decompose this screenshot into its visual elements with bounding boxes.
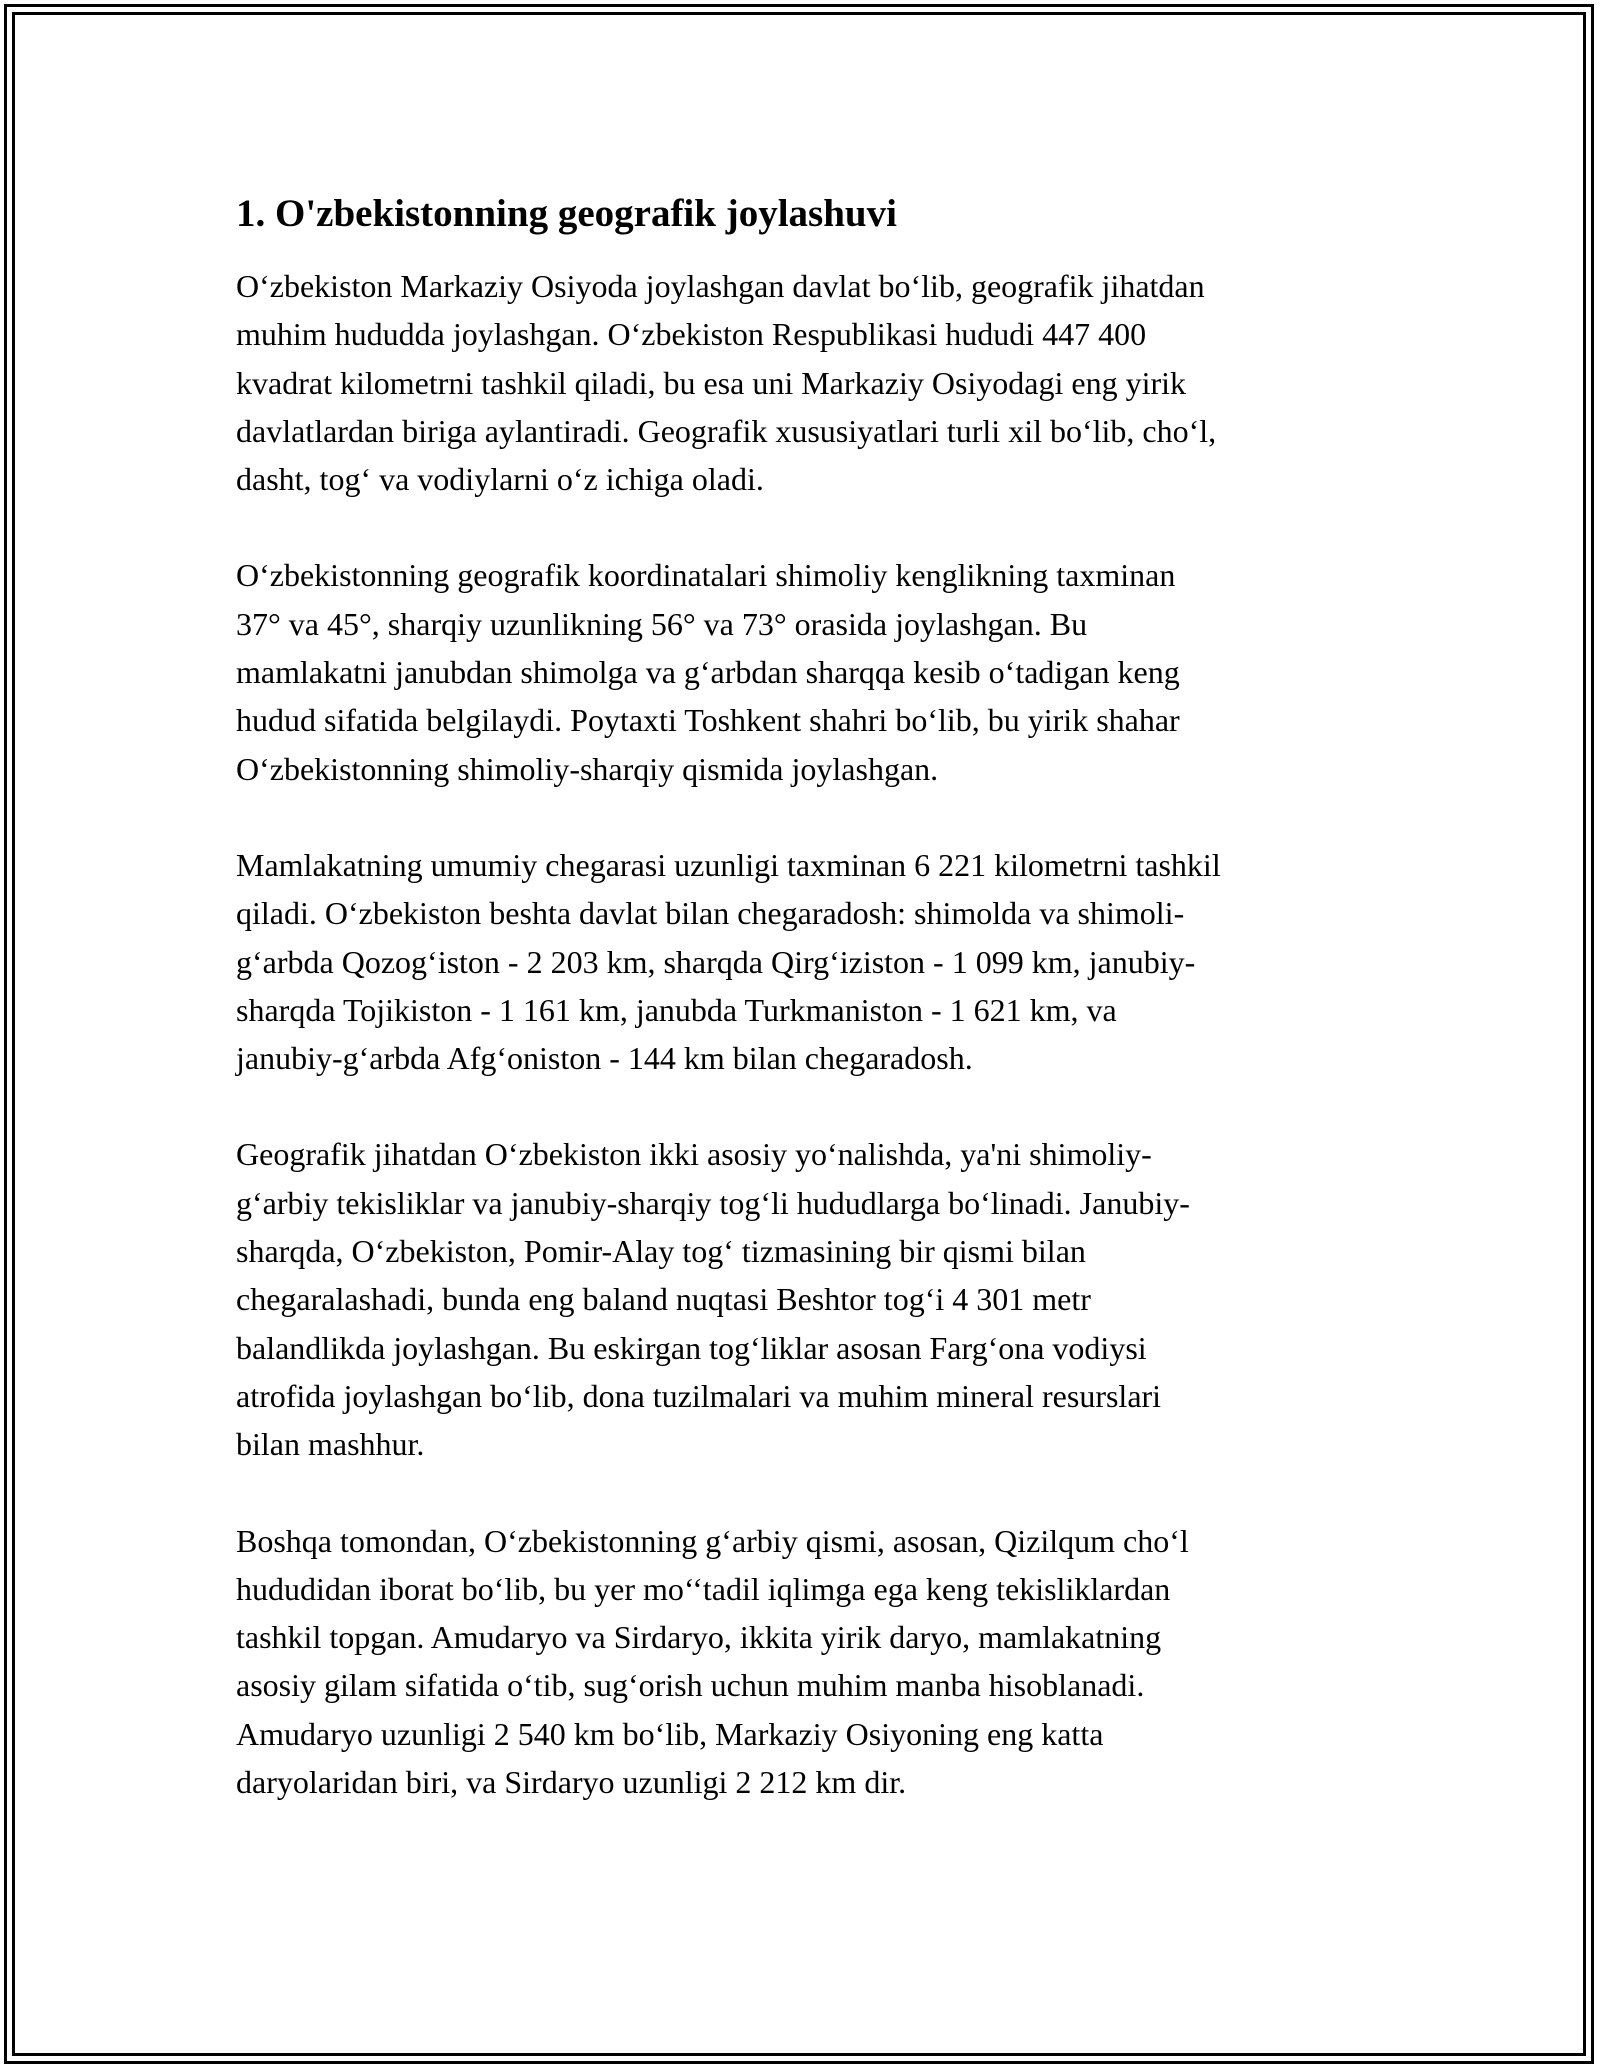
text-line: mamlakatni janubdan shimolga va g‘arbdan sharqqa kesib o‘tadigan keng xyxy=(236,654,1180,691)
text-line: O‘zbekiston Markaziy Osiyoda joylashgan davlat bo‘lib, geografik jihatdan xyxy=(236,268,1205,304)
text-line: O‘zbekistonning geografik koordinatalari shimoliy kenglikning taxminan xyxy=(236,557,1176,594)
paragraph-1 xyxy=(236,262,1376,503)
text-line: 37° va 45°, sharqiy uzunlikning 56° va 73° orasida joylashgan. Bu xyxy=(236,605,1088,642)
text-line: hududidan iborat bo‘lib, bu yer mo‘‘tadil iqlimga ega keng tekisliklardan xyxy=(236,1570,1171,1607)
text-line: davlatlardan biriga aylantiradi. Geografik xususiyatlari turli xil bo‘lib, cho‘l, xyxy=(236,412,1217,449)
section-heading: 1. O'zbekistonning geografik joylashuvi xyxy=(236,192,897,235)
paragraph-3 xyxy=(236,841,1376,1082)
text-line: qiladi. O‘zbekiston beshta davlat bilan chegaradosh: shimolda va shimoli- xyxy=(236,895,1185,932)
text-line: sharqda Tojikiston - 1 161 km, janubda Turkmaniston - 1 621 km, va xyxy=(236,991,1117,1028)
text-line: Geografik jihatdan O‘zbekiston ikki asosiy yo‘nalishda, ya'ni shimoliy- xyxy=(236,1136,1152,1173)
text-line: chegaralashadi, bunda eng baland nuqtasi Beshtor tog‘i 4 301 metr xyxy=(236,1281,1091,1318)
text-line: kvadrat kilometrni tashkil qiladi, bu esa uni Markaziy Osiyodagi eng yirik xyxy=(236,364,1187,401)
text-line: asosiy gilam sifatida o‘tib, sug‘orish uchun muhim manba hisoblanadi. xyxy=(236,1667,1145,1704)
text-line: sharqda, O‘zbekiston, Pomir-Alay tog‘ tizmasining bir qismi bilan xyxy=(236,1233,1086,1270)
text-line: O‘zbekistonning shimoliy-sharqiy qismida joylashgan. xyxy=(236,750,939,787)
text-line: dasht, tog‘ va vodiylarni o‘z ichiga oladi. xyxy=(236,461,764,498)
paragraph-2 xyxy=(236,551,1376,792)
text-line: g‘arbda Qozog‘iston - 2 203 km, sharqda Qirg‘iziston - 1 099 km, janubiy- xyxy=(236,943,1196,980)
text-line: Amudaryo uzunligi 2 540 km bo‘lib, Markaziy Osiyoning eng katta xyxy=(236,1715,1104,1752)
text-line: balandlikda joylashgan. Bu eskirgan tog‘liklar asosan Farg‘ona vodiysi xyxy=(236,1329,1147,1366)
text-line: janubiy-g‘arbda Afg‘oniston - 144 km bilan chegaradosh. xyxy=(236,1040,973,1077)
text-line: daryolaridan biri, va Sirdaryo uzunligi 2 212 km dir. xyxy=(236,1764,907,1801)
paragraph-5 xyxy=(236,1517,1376,1807)
text-line: g‘arbiy tekisliklar va janubiy-sharqiy tog‘li hududlarga bo‘linadi. Janubiy- xyxy=(236,1184,1190,1221)
text-line: tashkil topgan. Amudaryo va Sirdaryo, ikkita yirik daryo, mamlakatning xyxy=(236,1619,1162,1656)
text-line: atrofida joylashgan bo‘lib, dona tuzilmalari va muhim mineral resurslari xyxy=(236,1377,1162,1414)
text-line: muhim hududda joylashgan. O‘zbekiston Respublikasi hududi 447 400 xyxy=(236,316,1147,353)
paragraph-4 xyxy=(236,1130,1376,1468)
text-line: Mamlakatning umumiy chegarasi uzunligi taxminan 6 221 kilometrni tashkil xyxy=(236,846,1221,883)
document-body xyxy=(236,188,1376,1854)
text-line: Boshqa tomondan, O‘zbekistonning g‘arbiy qismi, asosan, Qizilqum cho‘l xyxy=(236,1522,1189,1559)
text-line: bilan mashhur. xyxy=(236,1426,425,1463)
text-line: hudud sifatida belgilaydi. Poytaxti Toshkent shahri bo‘lib, bu yirik shahar xyxy=(236,702,1180,739)
